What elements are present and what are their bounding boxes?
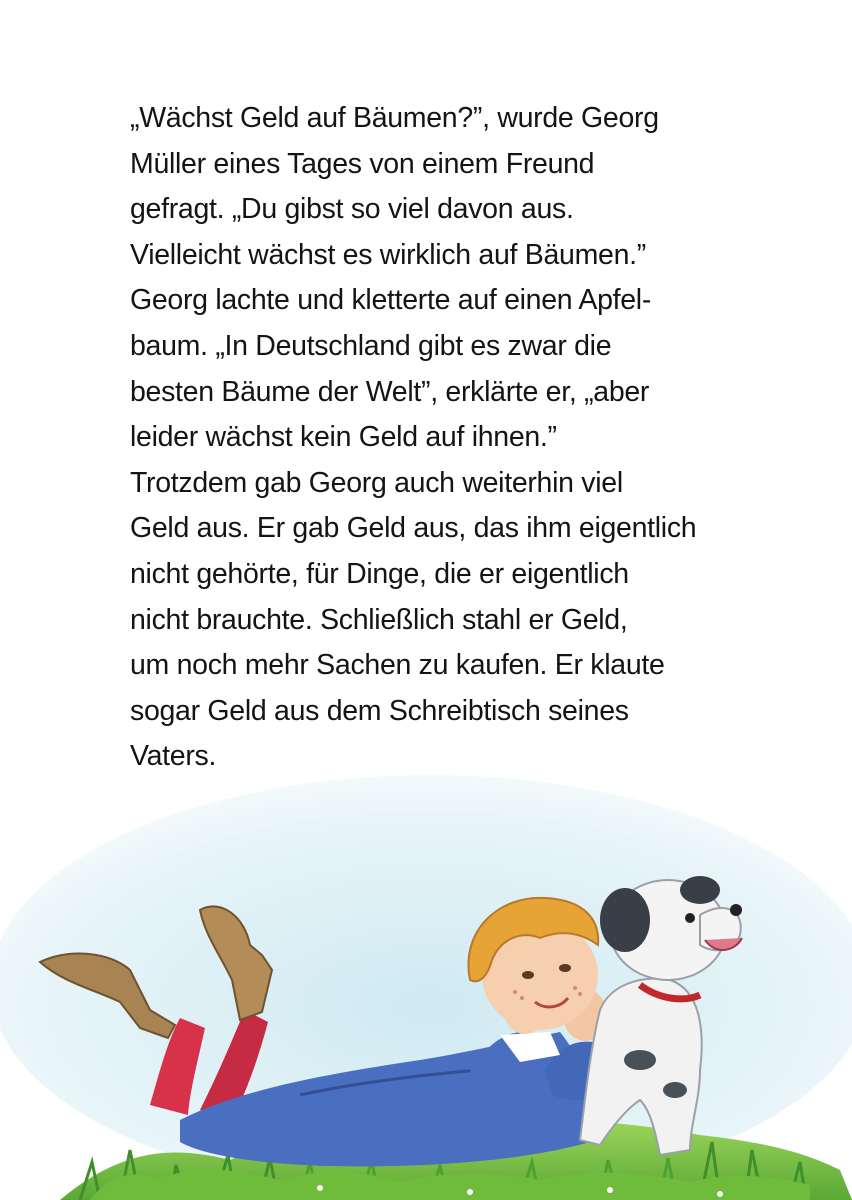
boy-and-dog-illustration (0, 770, 852, 1200)
story-line: nicht gehörte, für Dinge, die er eigentlich (130, 557, 629, 590)
story-line: um noch mehr Sachen zu kaufen. Er klaute (130, 649, 665, 682)
story-line: Georg lachte und kletterte auf einen Apfel- (130, 284, 652, 317)
story-line: baum. „In Deutschland gibt es zwar die (130, 329, 612, 362)
story-line: sogar Geld aus dem Schreibtisch seines (130, 694, 629, 727)
story-line: Vaters. (130, 740, 217, 773)
story-line: besten Bäume der Welt”, erklärte er, „aber (130, 375, 650, 408)
story-line: gefragt. „Du gibst so viel davon aus. (130, 193, 574, 226)
story-line: Trotzdem gab Georg auch weiterhin viel (130, 466, 623, 499)
story-line: leider wächst kein Geld auf ihnen.” (130, 421, 557, 454)
story-line: Vielleicht wächst es wirklich auf Bäumen.” (130, 238, 646, 271)
story-line: nicht brauchte. Schließlich stahl er Geld, (130, 603, 628, 636)
story-line: „Wächst Geld auf Bäumen?”, wurde Georg (130, 102, 659, 134)
story-line: Müller eines Tages von einem Freund (130, 147, 595, 180)
story-line: Geld aus. Er gab Geld aus, das ihm eigentlich (130, 512, 697, 545)
story-text (130, 96, 750, 780)
